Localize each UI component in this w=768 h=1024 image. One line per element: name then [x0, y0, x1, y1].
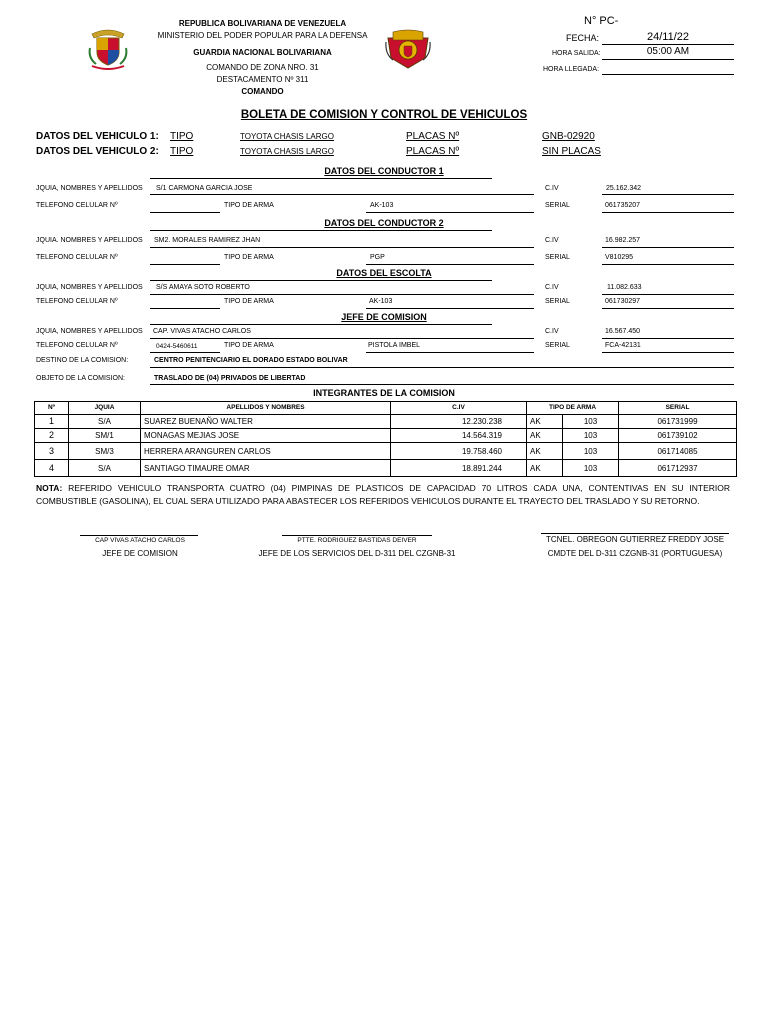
conductor1-telefono-label: TELEFONO CELULAR Nº: [36, 202, 118, 209]
escolta-serial-value: 061730297: [605, 298, 641, 305]
destino-label: DESTINO DE LA COMISION:: [36, 357, 129, 364]
conductor1-arma-value: AK-103: [370, 202, 394, 209]
vehicle2-placas-value: SIN PLACAS: [542, 146, 601, 157]
row-serial: 061712937: [619, 460, 737, 477]
row-arma-tipo: AK: [527, 429, 563, 443]
conductor2-civ-value: 16.982.257: [605, 237, 641, 244]
vehicle2-tipo-label: TIPO: [170, 146, 194, 157]
signature2-role: JEFE DE LOS SERVICIOS DEL D-311 DEL CZGNB-31: [258, 549, 456, 558]
header-destacamento: DESTACAMENTO Nº 311: [216, 75, 309, 84]
jefe-serial-label: SERIAL: [545, 342, 570, 349]
jefe-civ-value: 16.567.450: [605, 328, 641, 335]
document-number-label: N° PC-: [584, 15, 619, 27]
row-serial: 061714085: [619, 443, 737, 460]
header-serial: SERIAL: [619, 402, 737, 415]
row-civ: 19.758.460: [391, 443, 527, 460]
row-nombre: SANTIAGO TIMAURE OMAR: [141, 460, 391, 477]
header-jquia: JQUIA: [69, 402, 141, 415]
conductor1-civ-value: 25.162.342: [606, 185, 642, 192]
header-republic: REPUBLICA BOLIVARIANA DE VENEZUELA: [178, 19, 347, 28]
row-arma-modelo: 103: [563, 443, 619, 460]
escolta-nombre-value: S/S AMAYA SOTO ROBERTO: [156, 284, 250, 291]
row-num: 2: [35, 429, 69, 443]
header-num: Nº: [35, 402, 69, 415]
table-row: [35, 415, 737, 429]
nota-label: NOTA:: [36, 483, 63, 493]
vehicle2-label: DATOS DEL VEHICULO 2:: [36, 146, 159, 157]
vehicle1-tipo-label: TIPO: [170, 131, 194, 142]
conductor2-arma-value: PGP: [370, 254, 385, 261]
row-num: 4: [35, 460, 69, 477]
table-row: [35, 429, 737, 443]
jefe-telefono-label: TELEFONO CELULAR Nº: [36, 342, 118, 349]
table-header-row: [35, 402, 737, 415]
vehicle1-placas-label: PLACAS Nº: [406, 131, 460, 142]
conductor1-serial-label: SERIAL: [545, 202, 570, 209]
row-nombre: MONAGAS MEJIAS JOSE: [141, 429, 391, 443]
header-comando: COMANDO: [241, 87, 284, 96]
header-civ: C.IV: [391, 402, 527, 415]
row-jquia: S/A: [69, 460, 141, 477]
conductor2-nombre-label: JQUIA. NOMBRES Y APELLIDOS: [36, 237, 143, 244]
escolta-civ-value: 11.082.633: [607, 284, 642, 291]
row-civ: 18.891.244: [391, 460, 527, 477]
jefe-nombre-label: JQUIA, NOMBRES Y APELLIDOS: [36, 328, 143, 335]
row-arma-tipo: AK: [527, 460, 563, 477]
row-civ: 12.230.238: [391, 415, 527, 429]
row-arma-tipo: AK: [527, 443, 563, 460]
vehicle1-label: DATOS DEL VEHICULO 1:: [36, 131, 159, 142]
row-nombre: HERRERA ARANGUREN CARLOS: [141, 443, 391, 460]
row-jquia: SM/3: [69, 443, 141, 460]
destino-value: CENTRO PENITENCIARIO EL DORADO ESTADO BOLIVAR: [154, 357, 348, 364]
nota-paragraph: [36, 482, 730, 508]
guardia-nacional-emblem-right: [385, 28, 431, 72]
header-comando-zona: COMANDO DE ZONA NRO. 31: [206, 63, 319, 72]
signature1-role: JEFE DE COMISION: [102, 549, 178, 558]
signature3-role: CMDTE DEL D-311 CZGNB-31 (PORTUGUESA): [547, 549, 723, 558]
signature3-name: TCNEL. OBREGON GUTIERREZ FREDDY JOSE: [545, 535, 725, 544]
vehicle1-tipo-value: TOYOTA CHASIS LARGO: [240, 132, 334, 141]
escolta-serial-label: SERIAL: [545, 298, 570, 305]
header-guardia: GUARDIA NACIONAL BOLIVARIANA: [193, 48, 332, 57]
hora-llegada-label: HORA LLEGADA:: [543, 66, 600, 73]
escolta-nombre-label: JQUIA, NOMBRES Y APELLIDOS: [36, 284, 143, 291]
row-num: 1: [35, 415, 69, 429]
hora-salida-label: HORA SALIDA:: [552, 50, 601, 57]
conductor2-serial-value: V810295: [605, 254, 634, 261]
row-nombre: SUAREZ BUENAÑO WALTER: [141, 415, 391, 429]
conductor2-serial-label: SERIAL: [545, 254, 570, 261]
objeto-label: OBJETO DE LA COMISION:: [36, 375, 125, 382]
jefe-arma-label: TIPO DE ARMA: [224, 342, 274, 349]
fecha-value: 24/11/22: [646, 31, 689, 43]
hora-salida-value: 05:00 AM: [646, 46, 690, 57]
row-serial: 061739102: [619, 429, 737, 443]
table-row: [35, 460, 737, 477]
header-ministry: MINISTERIO DEL PODER POPULAR PARA LA DEFENSA: [157, 31, 368, 40]
jefe-telefono-value: 0424-5460611: [156, 343, 198, 350]
vehicle2-placas-label: PLACAS Nº: [406, 146, 460, 157]
conductor2-arma-label: TIPO DE ARMA: [224, 254, 274, 261]
conductor1-civ-label: C.IV: [545, 185, 559, 192]
escolta-arma-label: TIPO DE ARMA: [224, 298, 274, 305]
integrantes-table: [34, 401, 737, 477]
vehicle1-placas-value: GNB-02920: [542, 131, 595, 142]
objeto-value: TRASLADO DE (04) PRIVADOS DE LIBERTAD: [154, 375, 306, 382]
escolta-arma-value: AK-103: [369, 298, 393, 305]
escolta-telefono-label: TELEFONO CELULAR Nº: [36, 298, 118, 305]
nota-text: REFERIDO VEHICULO TRANSPORTA CUATRO (04) PIMPINAS DE PLASTICOS DE CAPACIDAD 70 LITROS CADA UNA, CONTENTIVAS EN SU INTERIOR COMBUSTIBLE (GASOLINA), EL CUAL SERA UTILIZADO PARA ABASTECER LOS REFERIDOS VEHICULOS DURANTE EL TRAYECTO DEL TRASLADO Y SU RETORNO.: [36, 483, 730, 506]
section-conductor2: DATOS DEL CONDUCTOR 2: [324, 218, 444, 228]
row-arma-modelo: 103: [563, 415, 619, 429]
fecha-label: FECHA:: [566, 33, 600, 43]
signature1-name: CAP VIVAS ATACHO CARLOS: [95, 537, 185, 544]
vehicle2-tipo-value: TOYOTA CHASIS LARGO: [240, 147, 334, 156]
table-row: [35, 443, 737, 460]
row-serial: 061731999: [619, 415, 737, 429]
row-num: 3: [35, 443, 69, 460]
conductor1-serial-value: 061735207: [605, 202, 641, 209]
coat-of-arms-emblem-left: [86, 28, 130, 70]
jefe-nombre-value: CAP. VIVAS ATACHO CARLOS: [153, 328, 251, 335]
row-civ: 14.564.319: [391, 429, 527, 443]
signature2-name: PTTE. RODRIGUEZ BASTIDAS DEIVER: [297, 537, 417, 544]
row-arma-modelo: 103: [563, 460, 619, 477]
jefe-civ-label: C.IV: [545, 328, 559, 335]
header-apellidos: APELLIDOS Y NOMBRES: [141, 402, 391, 415]
conductor2-telefono-label: TELEFONO CELULAR Nº: [36, 254, 118, 261]
row-arma-tipo: AK: [527, 415, 563, 429]
conductor1-nombre-value: S/1 CARMONA GARCIA JOSE: [156, 185, 253, 192]
row-arma-modelo: 103: [563, 429, 619, 443]
form-title: BOLETA DE COMISION Y CONTROL DE VEHICULOS: [240, 109, 528, 121]
row-jquia: SM/1: [69, 429, 141, 443]
section-jefe: JEFE DE COMISION: [341, 312, 427, 322]
section-escolta: DATOS DEL ESCOLTA: [336, 268, 432, 278]
conductor2-nombre-value: SM2. MORALES RAMIREZ JHAN: [154, 237, 261, 244]
section-integrantes: INTEGRANTES DE LA COMISION: [313, 388, 455, 398]
conductor1-arma-label: TIPO DE ARMA: [224, 202, 274, 209]
conductor1-nombre-label: JQUIA, NOMBRES Y APELLIDOS: [36, 185, 143, 192]
row-jquia: S/A: [69, 415, 141, 429]
jefe-arma-value: PISTOLA IMBEL: [368, 342, 421, 349]
jefe-serial-value: FCA-42131: [605, 342, 641, 349]
section-conductor1: DATOS DEL CONDUCTOR 1: [324, 166, 444, 176]
header-tipo-arma: TIPO DE ARMA: [527, 402, 619, 415]
escolta-civ-label: C.IV: [545, 284, 559, 291]
conductor2-civ-label: C.IV: [545, 237, 559, 244]
